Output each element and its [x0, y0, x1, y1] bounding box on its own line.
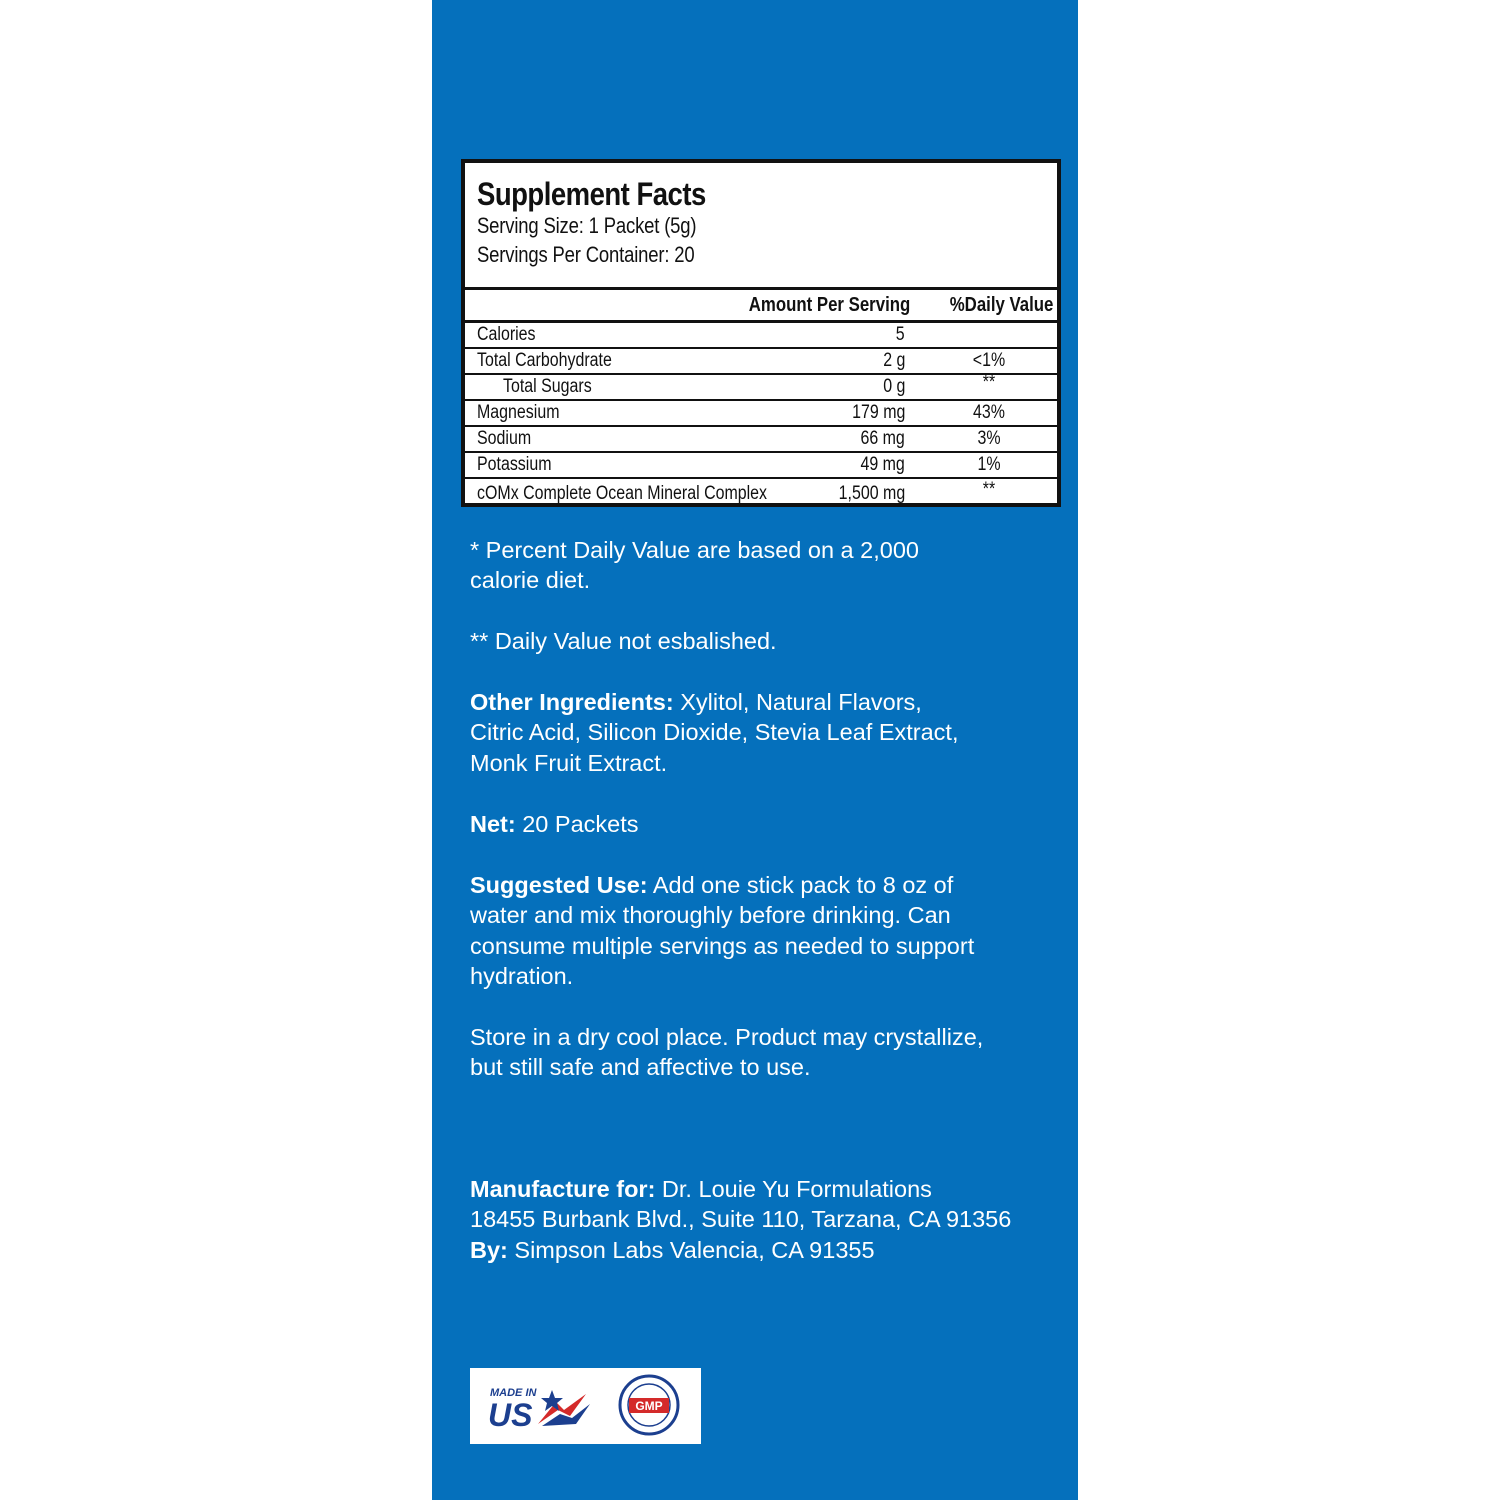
table-row — [465, 479, 1057, 507]
nutrient-name: Potassium — [477, 454, 552, 475]
net-contents — [470, 809, 1070, 839]
nutrient-amount: 179 mg — [851, 402, 905, 423]
storage-instructions — [470, 1022, 1070, 1083]
nutrient-amount: 2 g — [882, 350, 905, 371]
table-row — [465, 453, 1057, 479]
nutrient-amount: 66 mg — [860, 428, 905, 449]
suggested-use-text: hydration. — [470, 963, 574, 990]
table-row — [465, 372, 1057, 401]
table-row — [465, 401, 1057, 427]
storage-text: Store in a dry cool place. Product may crystallize, — [470, 1024, 984, 1050]
nutrient-name: Magnesium — [477, 402, 560, 423]
other-ingredients — [470, 687, 1070, 778]
suggested-use-text: consume multiple servings as needed to support — [470, 932, 975, 959]
manufacturer-info — [470, 1174, 1070, 1265]
dv-not-established-note: ** Daily Value not esbalished. — [470, 628, 777, 654]
nutrient-dv: ** — [982, 479, 996, 500]
percent-dv-note-line: * Percent Daily Value are based on a 2,000 — [470, 537, 919, 563]
facts-title: Supplement Facts — [477, 176, 706, 212]
nutrient-amount: 49 mg — [860, 454, 905, 475]
suggested-use-text: Add one stick pack to 8 oz of — [647, 872, 954, 898]
facts-table — [465, 287, 1057, 507]
nutrient-name: cOMx Complete Ocean Mineral Complex — [477, 483, 768, 504]
nutrient-dv: 43% — [973, 402, 1005, 423]
header-daily-value: %Daily Value — [949, 294, 1053, 316]
manufacturer-name: Dr. Louie Yu Formulations — [655, 1176, 932, 1202]
usa-text: US — [488, 1397, 533, 1433]
net-label: Net: — [470, 811, 516, 837]
nutrient-dv: 3% — [977, 428, 1001, 449]
percent-dv-note-line: calorie diet. — [470, 567, 591, 594]
manufacture-label: Manufacture for: — [470, 1176, 656, 1202]
gmp-seal-logo — [617, 1373, 681, 1437]
storage-text: but still safe and affective to use. — [470, 1054, 811, 1081]
suggested-use — [470, 870, 1070, 992]
nutrient-name: Total Sugars — [503, 376, 592, 397]
net-value: 20 Packets — [515, 811, 639, 837]
serving-size: Serving Size: 1 Packet (5g) — [477, 213, 697, 238]
gmp-text: GMP — [635, 1399, 663, 1413]
nutrient-name: Calories — [477, 324, 536, 345]
manufacturer-address: 18455 Burbank Blvd., Suite 110, Tarzana, CA 91356 — [470, 1206, 1012, 1233]
made-in-text: MADE IN — [490, 1387, 537, 1399]
nutrient-amount: 1,500 mg — [838, 483, 905, 504]
table-row — [465, 427, 1057, 453]
facts-header — [477, 177, 743, 269]
facts-table-header — [465, 290, 1057, 323]
header-amount: Amount Per Serving — [748, 294, 910, 316]
made-by-value: Simpson Labs Valencia, CA 91355 — [507, 1236, 875, 1263]
nutrient-amount: 0 g — [882, 376, 905, 397]
suggested-use-label: Suggested Use: — [470, 872, 648, 898]
nutrient-dv: <1% — [972, 350, 1006, 371]
nutrient-dv: ** — [982, 372, 996, 393]
servings-per-container: Servings Per Container: 20 — [477, 242, 695, 267]
other-ingredients-label: Other Ingredients: — [470, 689, 674, 715]
nutrient-dv: 1% — [977, 454, 1001, 475]
made-in-usa-logo — [486, 1380, 594, 1434]
supplement-facts-panel — [461, 159, 1061, 507]
nutrient-name: Sodium — [477, 428, 532, 449]
other-ingredients-text: Citric Acid, Silicon Dioxide, Stevia Leaf Extract, — [470, 719, 959, 746]
certification-badges — [470, 1368, 701, 1444]
percent-dv-note — [470, 535, 1070, 596]
suggested-use-text: water and mix thoroughly before drinking. Can — [470, 902, 951, 929]
nutrient-amount: 5 — [896, 324, 905, 345]
other-ingredients-text: Xylitol, Natural Flavors, — [673, 689, 922, 715]
other-ingredients-text: Monk Fruit Extract. — [470, 749, 668, 776]
nutrient-name: Total Carbohydrate — [477, 350, 612, 371]
made-by-label: By: — [470, 1236, 508, 1263]
table-row — [465, 323, 1057, 349]
